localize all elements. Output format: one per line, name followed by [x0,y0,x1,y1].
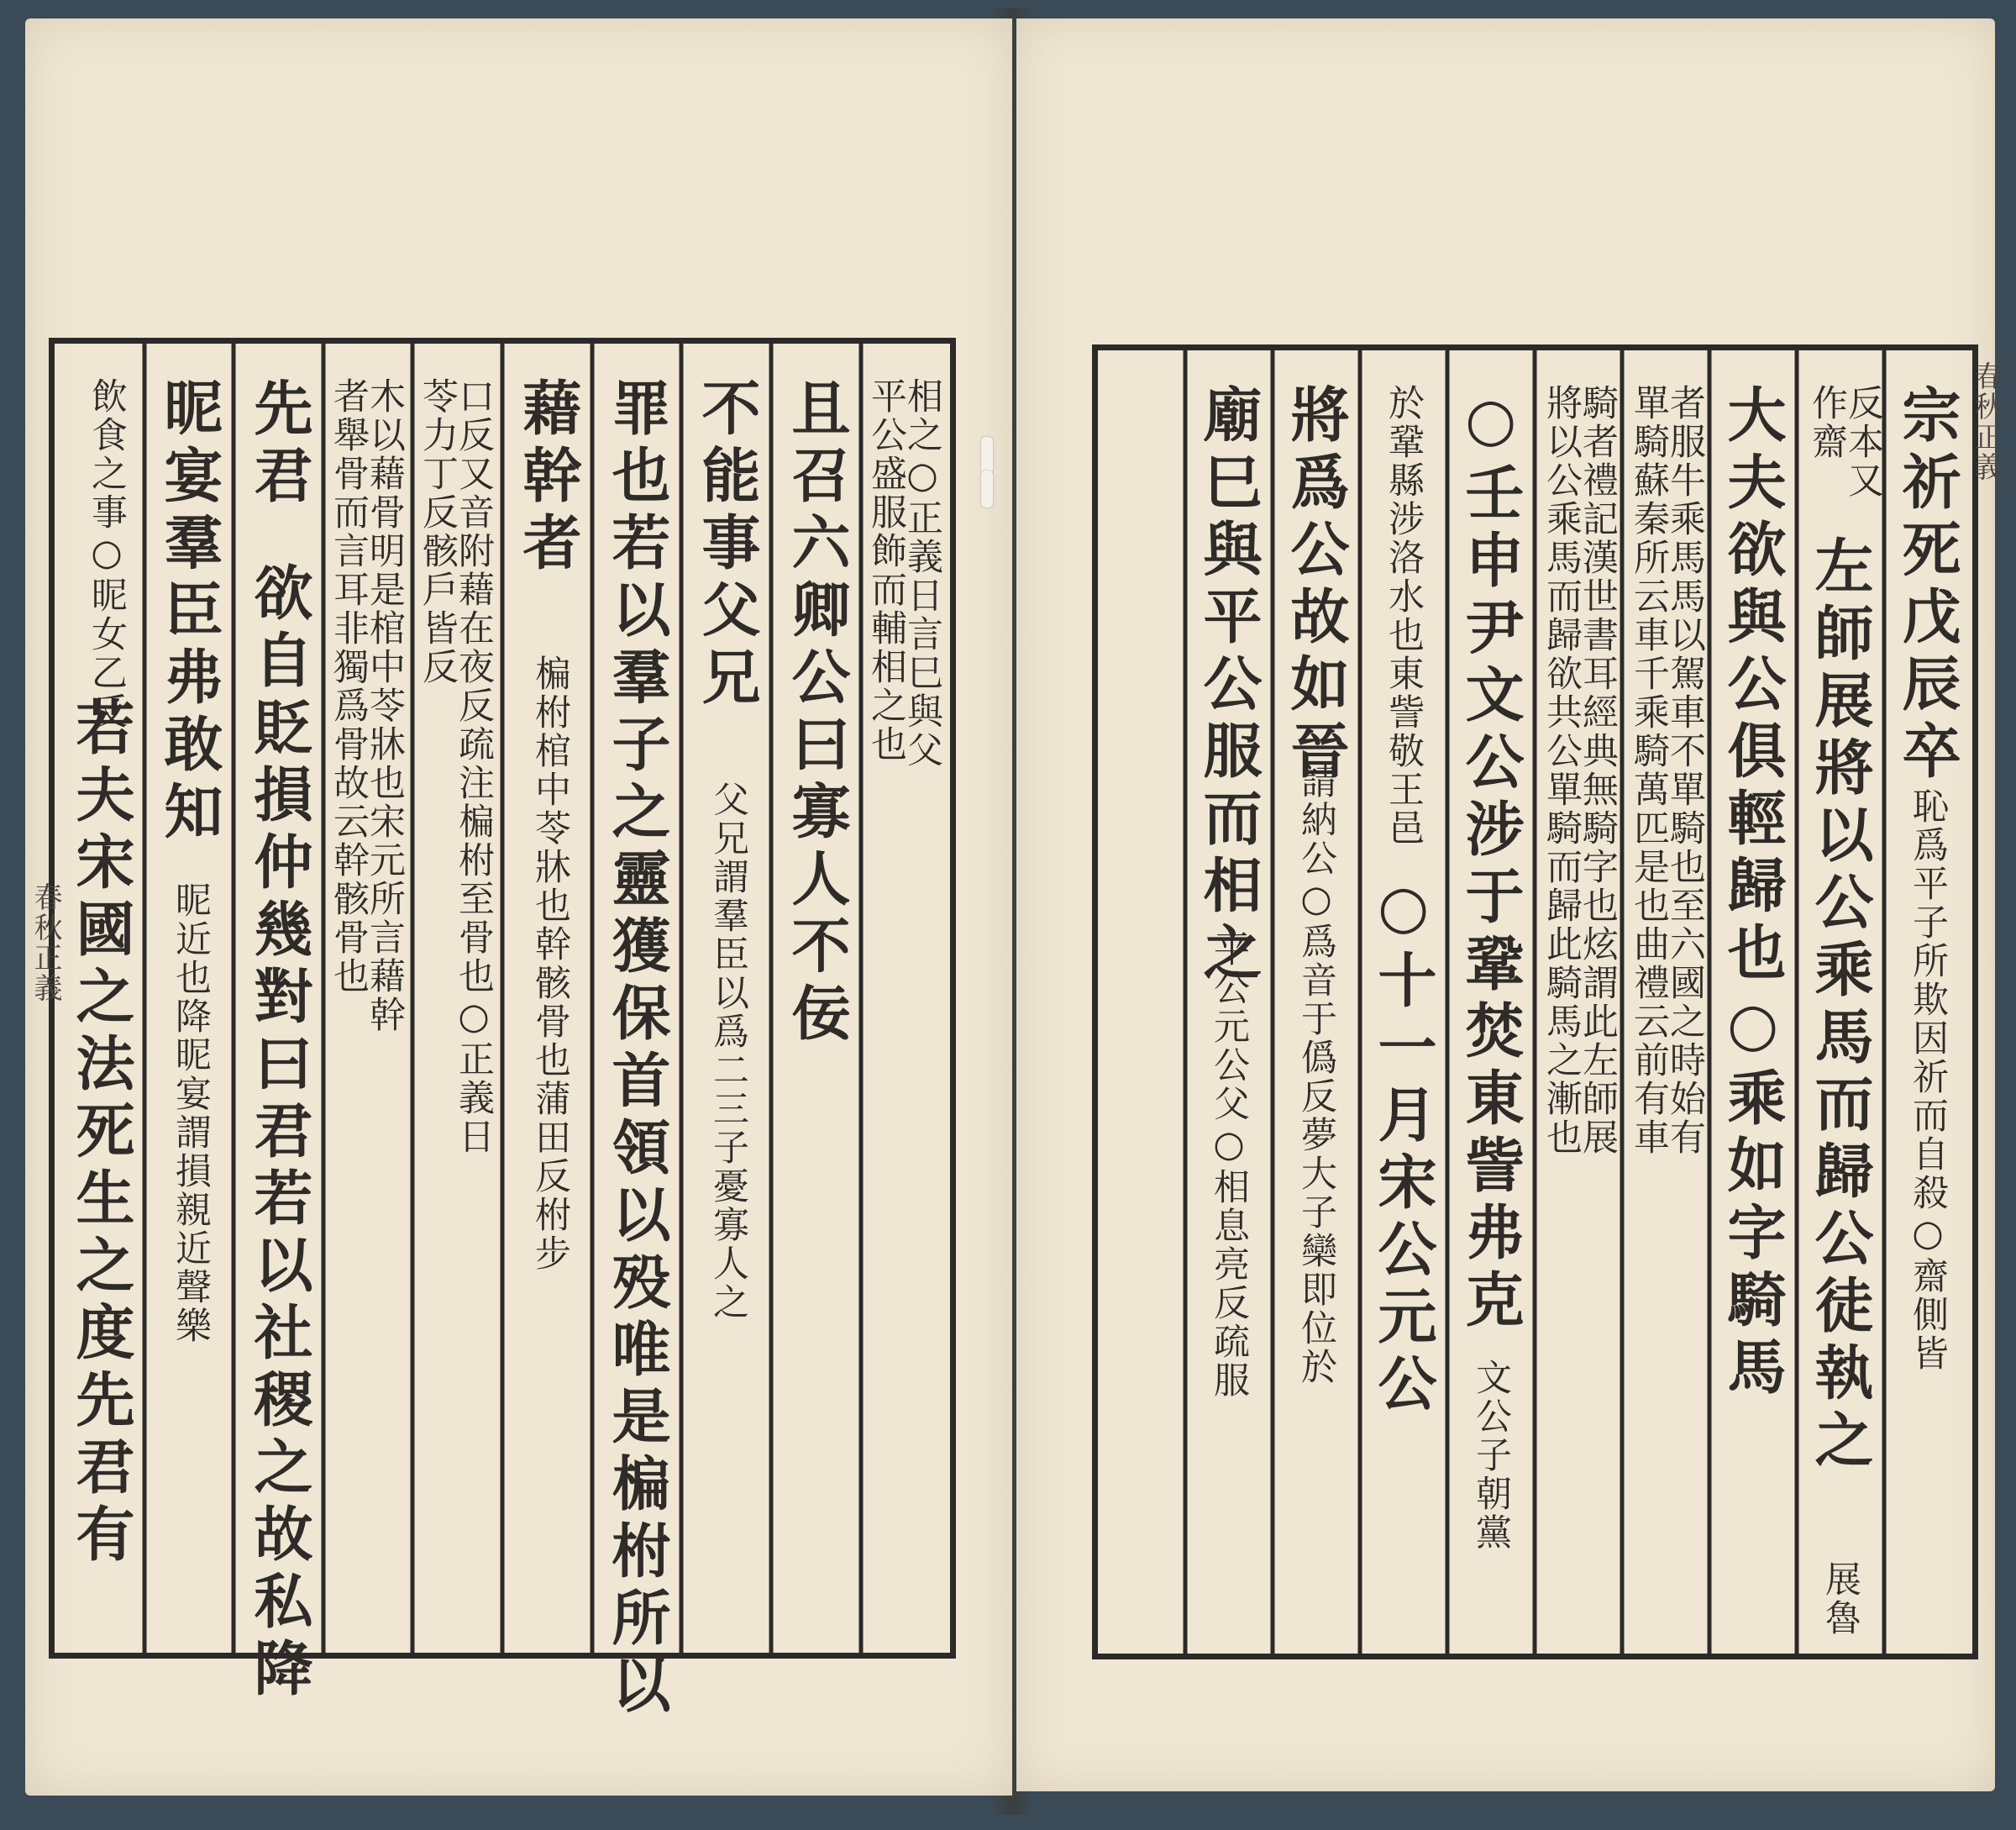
left-text-frame [49,338,956,1722]
main-text-column: 將爲公故如晉 [1281,384,1351,787]
annotation-line: 將以公乘馬而歸欲共公單騎而歸此騎馬之漸也 [1541,384,1583,1157]
binding-thread [981,437,993,474]
annotation-line: 作齋 [1806,384,1848,461]
binding-thread [981,471,993,507]
main-text-column: 罪也若以羣子之靈獲保首領以殁唯是楄柎所以 [602,377,672,1722]
annotation-line: 單騎蘇秦所云車千乘騎萬匹是也曲禮云前有車 [1628,384,1670,1157]
annotation-line: 相之○正義日言巳與父 [901,377,943,770]
left-margin-label: 春秋正義 [29,882,62,1003]
annotation-line: 恥爲平子所欺因祈而自殺○齋側皆 [1907,787,1949,1373]
main-text-column: ○十一月宋公元公 [1368,871,1438,1420]
annotation-line: 者服牛乘馬馬以駕車不單騎也至六國之時始有 [1664,384,1706,1157]
main-text-column: 左師展將以公乘馬而歸公徒執之 [1805,535,1875,1476]
annotation-line: 口反又音附藉在夜反疏注楄柎至骨也○正義日 [453,377,495,1156]
main-text-column: 大夫欲與公俱輕歸也○乘如字騎馬 [1718,384,1788,1403]
annotation-line: 請納公○爲音于僞反夢大子欒即位於 [1295,762,1337,1386]
annotation-line: 騎者禮記漢世書耳經典無騎字也炫謂此左師展 [1577,384,1619,1157]
annotation-line: 父兄謂羣臣以爲二三子憂寡人之 [707,781,749,1322]
annotation-line: 反本又 [1842,384,1884,500]
text-column-5 [1541,384,1619,1644]
text-column-7 [328,377,406,1638]
main-text-column: 宗祈死戊辰卒 [1893,384,1962,787]
annotation-line: 昵近也降昵宴謂損親近聲樂 [170,881,212,1345]
main-text-column: 先君 [244,377,314,512]
main-text-column: 欲自貶損仲幾對曰君若以社稷之故私降 [244,562,314,1705]
text-column-1 [865,377,943,1638]
annotation-line: 飲食之事○昵女乙反 [86,377,128,731]
annotation-line: 平公盛服飾而輔相之也 [865,377,907,764]
annotation-line: 於鞏縣涉洛水也東訾敬王邑 [1383,384,1425,848]
main-text-column: 且召六卿公曰寡人不佞 [782,377,852,1049]
annotation-line: 文公子朝黨 [1470,1359,1512,1552]
right-margin-label: 春秋正義 [1969,361,2003,482]
main-text-column: 藉幹者 [513,377,583,579]
annotation-line: 展魯 [1819,1560,1861,1638]
text-column-2 [1806,384,1884,535]
main-text-column: 廟巳與平公服而相之 [1194,384,1263,989]
right-text-frame [1092,344,1978,1659]
text-column-6 [417,377,495,1638]
annotation-line: 楄柎棺中苓牀也幹骸骨也蒲田反柎步 [529,655,571,1273]
main-text-column: ○壬申尹文公涉于鞏焚東訾弗克 [1456,384,1525,1336]
main-text-column: 若夫宋國之法死生之度先君有 [66,697,136,1570]
main-text-column: 不能事父兄 [692,377,762,713]
text-column-4 [1628,384,1706,1644]
annotation-line: 木以藉骨明是棺中苓牀也宋元所言藉幹 [364,377,406,1034]
annotation-line: 平公元公父○相息亮反疏服 [1208,930,1250,1400]
annotation-line: 者舉骨而言耳非獨爲骨故云幹骸骨也 [328,377,370,996]
annotation-line: 苓力丁反骸戶皆反 [417,377,459,686]
main-text-column: 昵宴羣臣弗敢知 [155,377,224,848]
